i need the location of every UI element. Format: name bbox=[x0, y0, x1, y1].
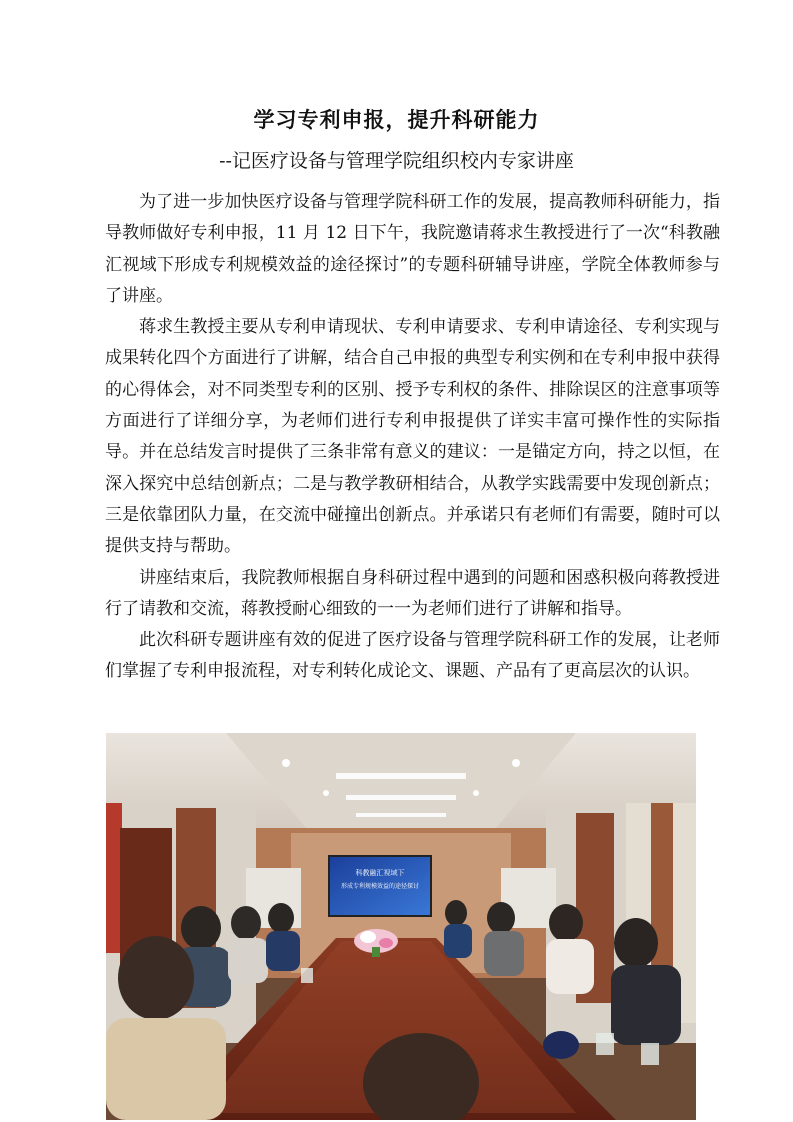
paragraph-2: 蒋求生教授主要从专利申请现状、专利申请要求、专利申请途径、专利实现与成果转化四个方面进行了讲解，结合自己申报的典型专利实例和在专利申报中获得的心得体会，对不同类型专利的区别、授予专利权的条件、排除误区的注意事项等方面进行了详细分享，为老师们进行专利申报提供了详实丰富可操作性的实际指导。并在总结发言时提供了三条非常有意义的建议：一是锚定方向，持之以恒，在深入探究中总结创新点；二是与教学教研相结合，从教学实践需要中发现创新点；三是依靠团队力量，在交流中碰撞出创新点。并承诺只有老师们有需要，随时可以提供支持与帮助。 bbox=[105, 317, 720, 557]
paragraph-1: 为了进一步加快医疗设备与管理学院科研工作的发展，提高教师科研能力，指导教师做好专利申报，11 月 12 日下午，我院邀请蒋求生教授进行了一次“科教融汇视域下形成专利规模效益的途径探讨”的专题科研辅导讲座，学院全体教师参与了讲座。 bbox=[105, 192, 720, 306]
document-subtitle: --记医疗设备与管理学院组织校内专家讲座 bbox=[219, 150, 574, 172]
document-title: 学习专利申报，提升科研能力 bbox=[253, 108, 540, 132]
paragraph-3: 讲座结束后，我院教师根据自身科研过程中遇到的问题和困惑积极向蒋教授进行了请教和交流，蒋教授耐心细致的一一为老师们进行了讲解和指导。 bbox=[105, 567, 720, 619]
lecture-photo bbox=[106, 733, 696, 1120]
paragraph-4: 此次科研专题讲座有效的促进了医疗设备与管理学院科研工作的发展，让老师们掌握了专利申报流程，对专利转化成论文、课题、产品有了更高层次的认识。 bbox=[105, 630, 720, 682]
document-body bbox=[105, 187, 720, 688]
screen-line-2: 形成专利规模效益的途径探讨 bbox=[340, 883, 420, 890]
screen-line-1: 科教融汇视域下 bbox=[355, 869, 405, 877]
